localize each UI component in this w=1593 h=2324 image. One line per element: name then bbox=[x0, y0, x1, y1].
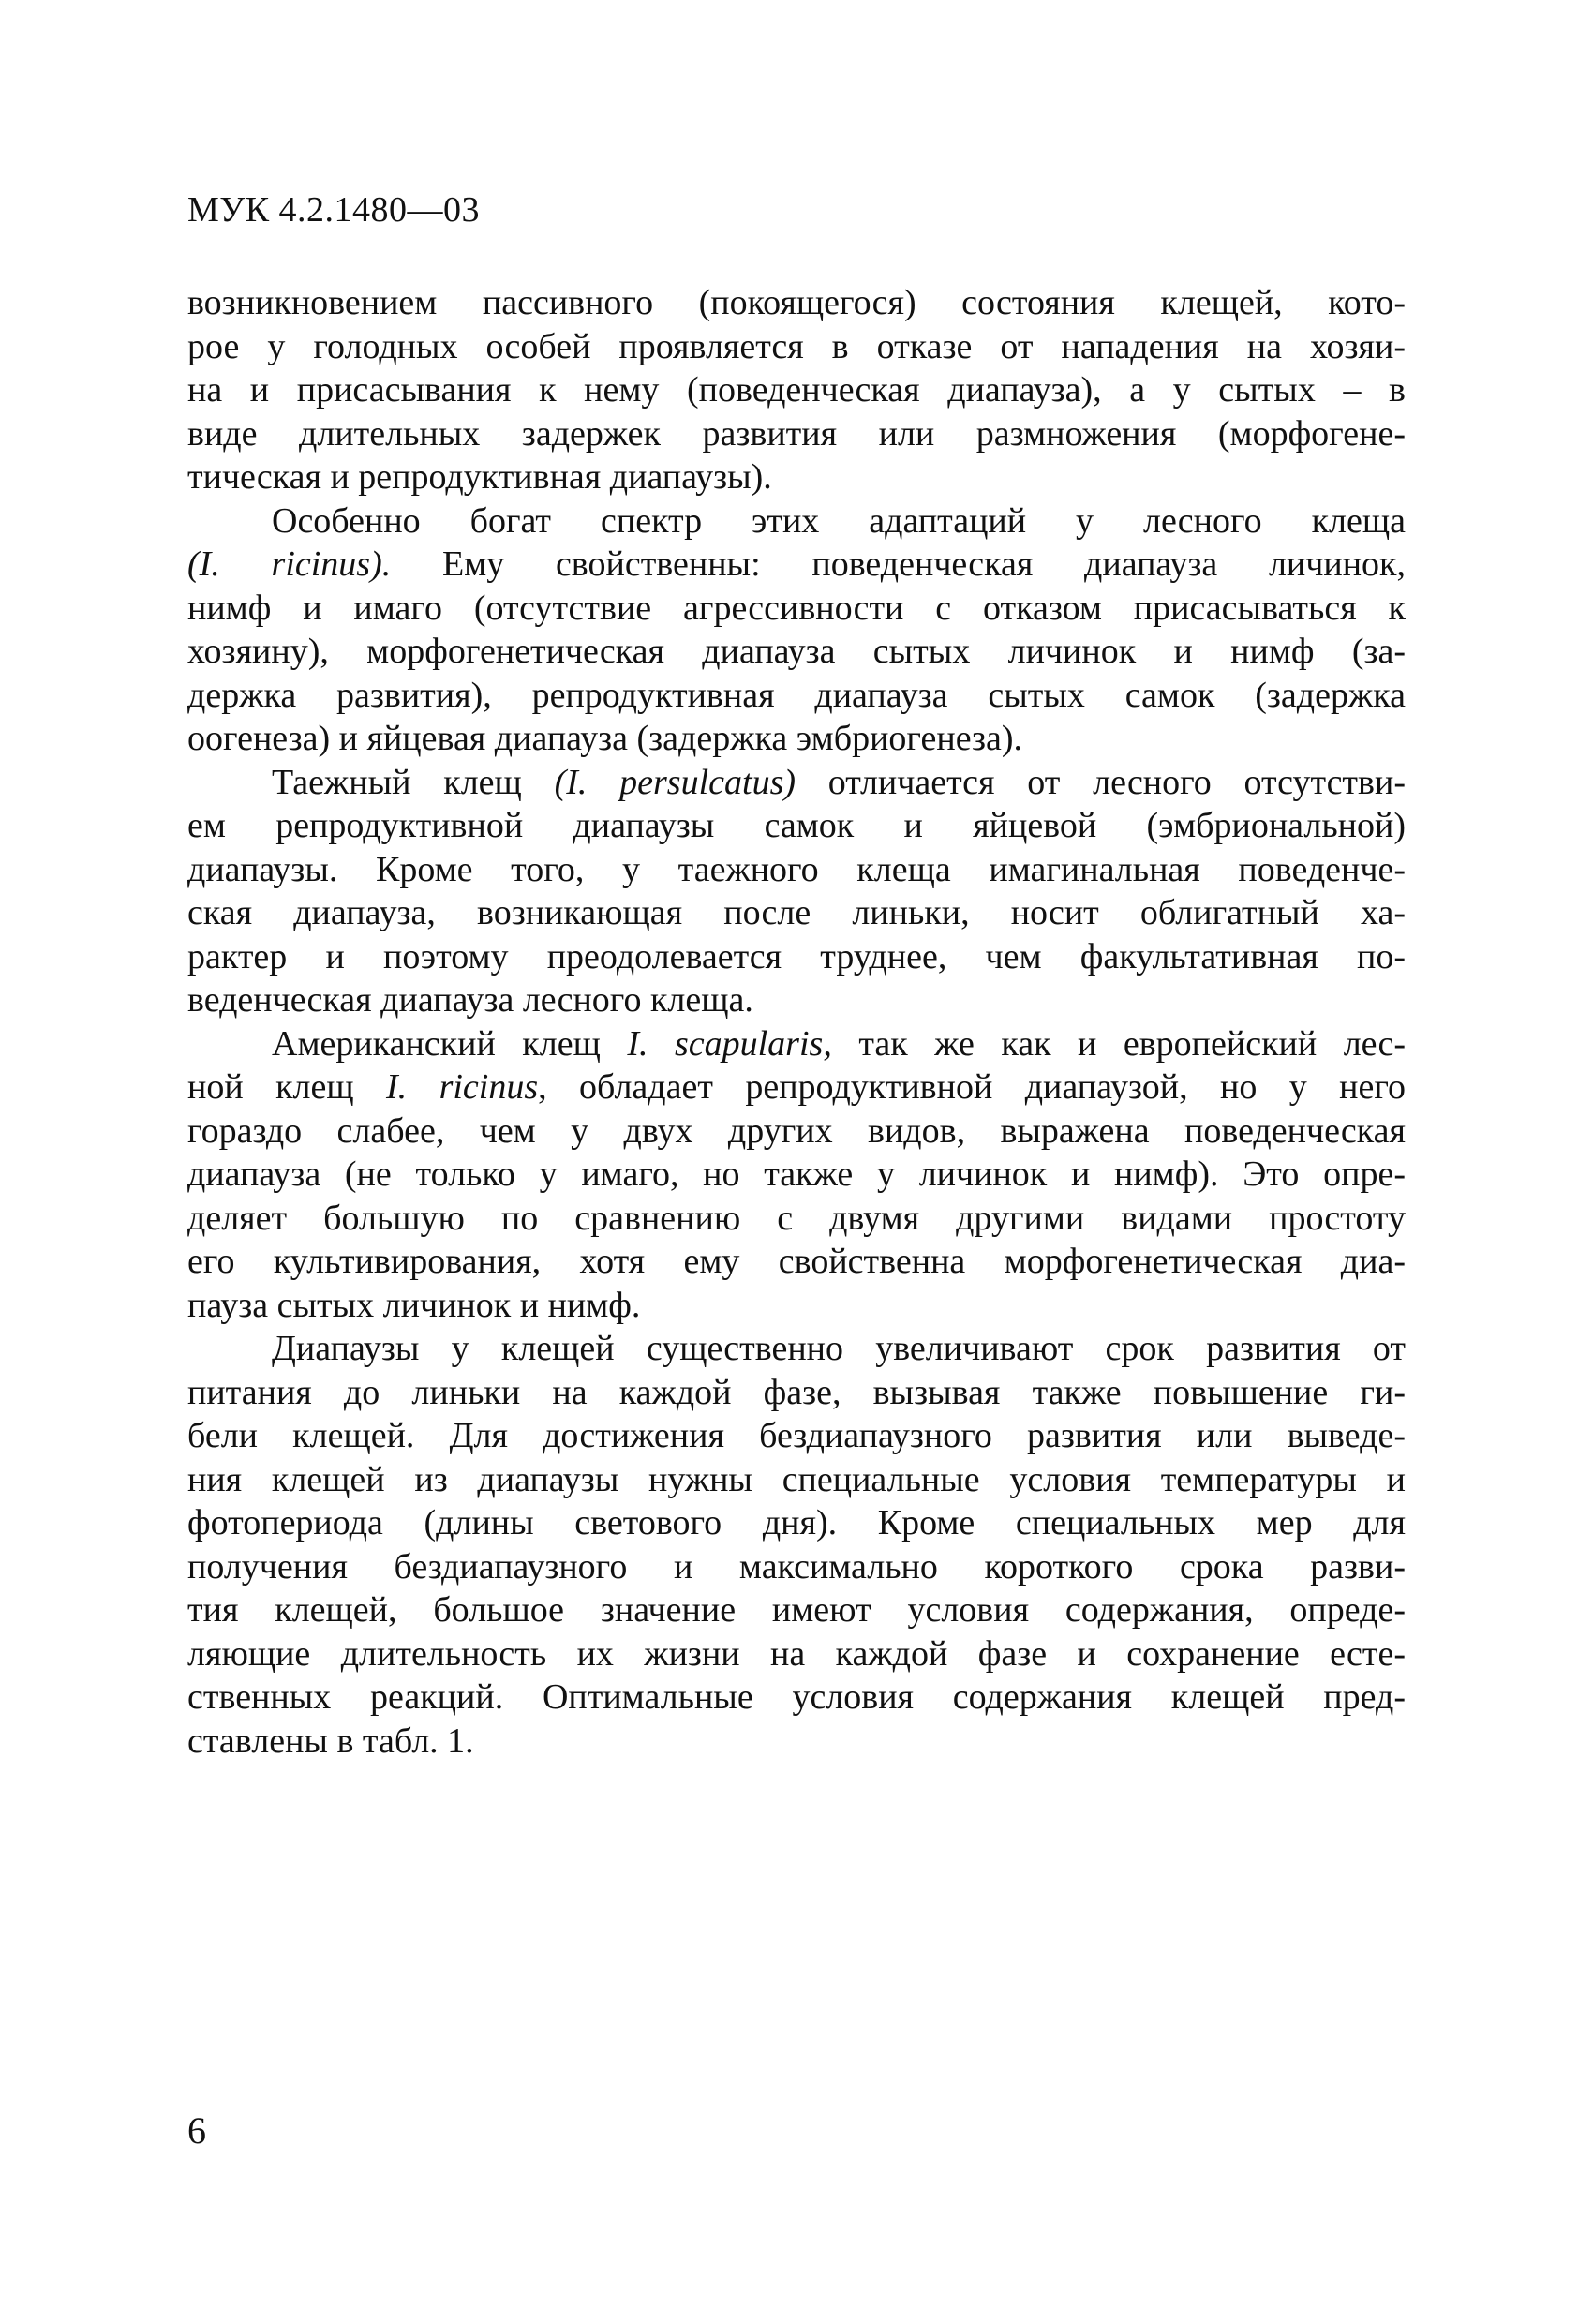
paragraph-1 bbox=[187, 281, 1406, 499]
paragraph-2 bbox=[187, 499, 1406, 761]
text-line: рактер и поэтому преодолевается труднее, чем факультативная по- bbox=[187, 936, 1406, 976]
text-fragment: так же как и европейский лес- bbox=[831, 1023, 1406, 1064]
species-name-italic: I. ricinus bbox=[386, 1067, 539, 1107]
text-fragment: Ему свойственны: поведенческая диапауза личинок, bbox=[391, 544, 1407, 584]
document-body bbox=[187, 281, 1406, 1763]
text-line: виде длительных задержек развития или размножения (морфогене- bbox=[187, 413, 1406, 454]
text-line: бели клещей. Для достижения бездиапаузного развития или выведе- bbox=[187, 1416, 1406, 1455]
text-fragment: ной клещ bbox=[187, 1067, 387, 1107]
text-fragment: Американский клещ bbox=[272, 1023, 628, 1064]
text-line: диапауза (не только у имаго, но также у личинок и нимф). Это опре- bbox=[187, 1155, 1406, 1194]
species-name-italic: (I. ricinus). bbox=[187, 544, 392, 584]
text-line: Особенно богат спектр этих адаптаций у лесного клеща bbox=[272, 500, 1406, 541]
text-line: тическая и репродуктивная диапаузы). bbox=[187, 457, 772, 497]
species-name-italic: (I. persulcatus) bbox=[554, 762, 796, 802]
page-number: 6 bbox=[187, 2109, 206, 2152]
text-line bbox=[187, 1022, 1406, 1066]
text-line: его культивирования, хотя ему свойственна морфогенетическая диа- bbox=[187, 1242, 1406, 1281]
text-fragment: , обладает репродуктивной диапаузой, но у него bbox=[538, 1067, 1406, 1107]
text-line: фотопериода (длины светового дня). Кроме специальных мер для bbox=[187, 1503, 1406, 1542]
text-line: на и присасывания к нему (поведенческая диапауза), а у сытых – в bbox=[187, 370, 1406, 410]
text-line: нимф и имаго (отсутствие агрессивности с отказом присасываться к bbox=[187, 588, 1406, 628]
document-code-header: МУК 4.2.1480—03 bbox=[187, 190, 481, 230]
text-line: тия клещей, большое значение имеют условия содержания, опреде- bbox=[187, 1590, 1406, 1630]
text-line: деляет большую по сравнению с двумя другими видами простоту bbox=[187, 1198, 1406, 1238]
paragraph-3 bbox=[187, 761, 1406, 1022]
text-line: Диапаузы у клещей существенно увеличивают срок развития от bbox=[272, 1329, 1406, 1368]
text-line: ляющие длительность их жизни на каждой фазе и сохранение есте- bbox=[187, 1633, 1406, 1674]
text-line: питания до линьки на каждой фазе, вызывая также повышение ги- bbox=[187, 1372, 1406, 1412]
text-line: пауза сытых личинок и нимф. bbox=[187, 1285, 641, 1325]
text-line: ственных реакций. Оптимальные условия содержания клещей пред- bbox=[187, 1677, 1406, 1717]
text-line: ем репродуктивной диапаузы самок и яйцевой (эмбриональной) bbox=[187, 806, 1406, 845]
text-line: диапаузы. Кроме того, у таежного клеща имагинальная поведенче- bbox=[187, 849, 1406, 889]
text-line: ставлены в табл. 1. bbox=[187, 1721, 474, 1761]
text-line bbox=[187, 761, 1406, 805]
paragraph-5 bbox=[187, 1327, 1406, 1763]
text-fragment: отличается от лесного отсутстви- bbox=[796, 762, 1406, 802]
text-line: гораздо слабее, чем у двух других видов, выражена поведенческая bbox=[187, 1110, 1406, 1151]
text-line: возникновением пассивного (покоящегося) состояния клещей, кото- bbox=[187, 283, 1406, 322]
paragraph-4 bbox=[187, 1022, 1406, 1328]
text-line: рое у голодных особей проявляется в отказе от нападения на хозяи- bbox=[187, 326, 1406, 366]
text-fragment: Таежный клещ bbox=[272, 762, 555, 802]
text-line: хозяину), морфогенетическая диапауза сытых личинок и нимф (за- bbox=[187, 632, 1406, 671]
text-line: держка развития), репродуктивная диапауза сытых самок (задержка bbox=[187, 675, 1406, 715]
text-line bbox=[187, 1065, 1406, 1110]
text-line: оогенеза) и яйцевая диапауза (задержка эмбриогенеза). bbox=[187, 719, 1023, 758]
text-line: веденческая диапауза лесного клеща. bbox=[187, 980, 753, 1020]
text-line: ния клещей из диапаузы нужны специальные условия температуры и bbox=[187, 1459, 1406, 1499]
species-name-italic: I. scapularis, bbox=[627, 1023, 832, 1064]
text-line bbox=[187, 543, 1406, 587]
text-line: ская диапауза, возникающая после линьки, носит облигатный ха- bbox=[187, 893, 1406, 932]
text-line: получения бездиапаузного и максимально короткого срока разви- bbox=[187, 1546, 1406, 1587]
